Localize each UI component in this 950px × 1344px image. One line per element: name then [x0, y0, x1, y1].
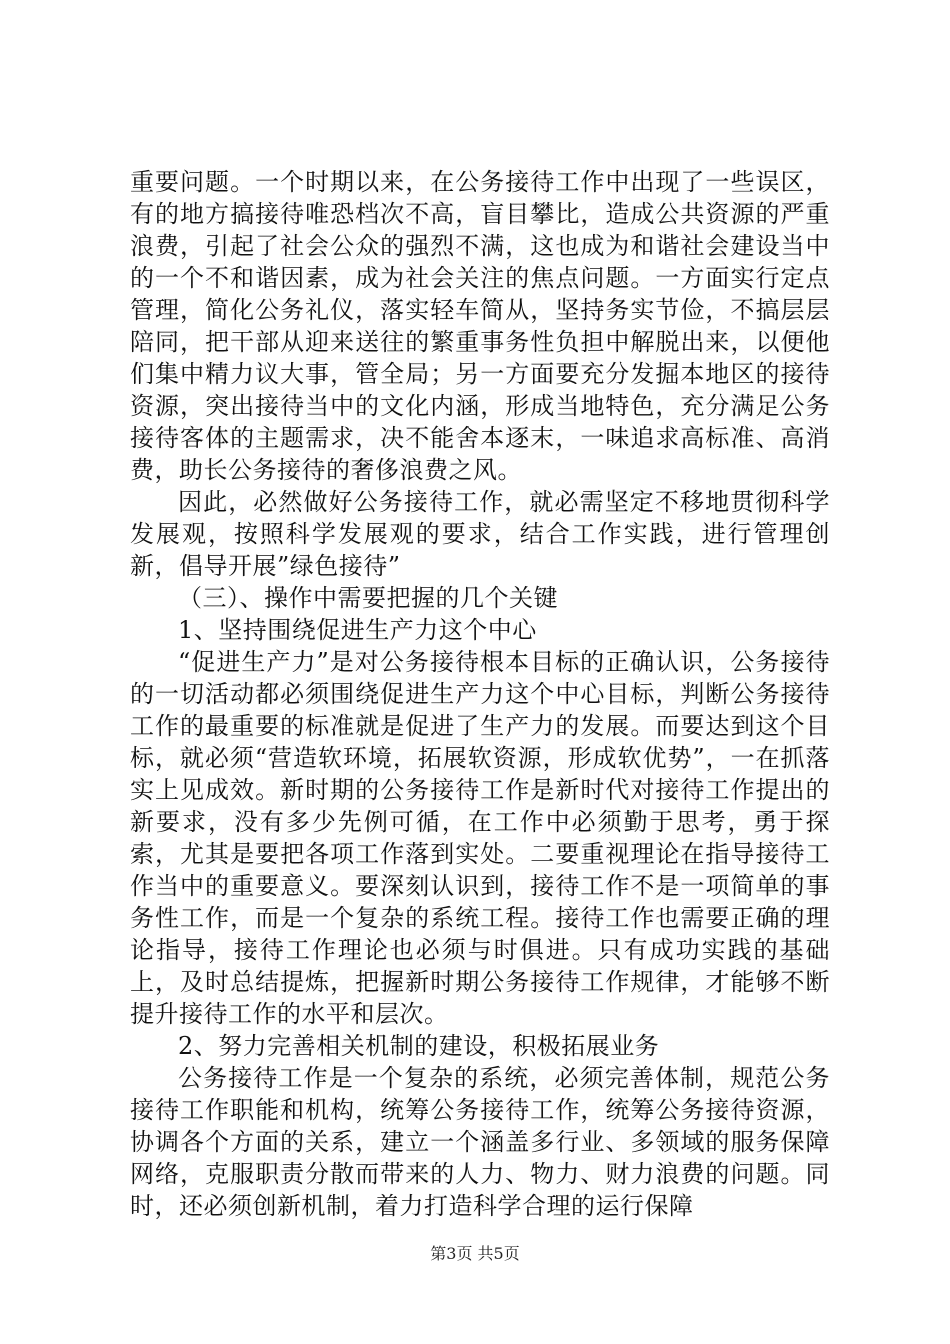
paragraph-therefore: 因此，必然做好公务接待工作，就必需坚定不移地贯彻科学发展观，按照科学发展观的要求，结合工作实践，进行管理创新，倡导开展”绿色接待” — [130, 488, 830, 580]
subheading-2: 2、努力完善相关机制的建设，积极拓展业务 — [178, 1032, 660, 1060]
paragraph-continued: 重要问题。一个时期以来，在公务接待工作中出现了一些误区，有的地方搞接待唯恐档次不高，盲目攀比，造成公共资源的严重浪费，引起了社会公众的强烈不满，这也成为和谐社会建设当中的一个不和谐因素，成为社会关注的焦点问题。一方面实行定点管理，简化公务礼仪，落实轻车简从，坚持务实节俭，不搞层层陪同，把干部从迎来送往的繁重事务性负担中解脱出来，以便他们集中精力议大事，管全局；另一方面要充分发掘本地区的接待资源，突出接待当中的文化内涵，形成当地特色，充分满足公务接待客体的主题需求，决不能舍本逐末，一味追求高标准、高消费，助长公务接待的奢侈浪费之风。 — [130, 168, 830, 484]
document-body — [130, 166, 830, 1222]
page-number-footer: 第3页 共5页 — [430, 1244, 520, 1263]
subheading-1: 1、坚持围绕促进生产力这个中心 — [178, 616, 537, 644]
section-heading: （三）、操作中需要把握的几个关键 — [178, 584, 558, 612]
paragraph-mechanism: 公务接待工作是一个复杂的系统，必须完善体制，规范公务接待工作职能和机构，统筹公务接待工作，统筹公务接待资源，协调各个方面的关系，建立一个涵盖多行业、多领域的服务保障网络，克服职责分散而带来的人力、物力、财力浪费的问题。同时，还必须创新机制，着力打造科学合理的运行保障 — [130, 1064, 830, 1220]
paragraph-productivity: “促进生产力”是对公务接待根本目标的正确认识，公务接待的一切活动都必须围绕促进生产力这个中心目标，判断公务接待工作的最重要的标准就是促进了生产力的发展。而要达到这个目标，就必须“营造软环境，拓展软资源，形成软优势”，一在抓落实上见成效。新时期的公务接待工作是新时代对接待工作提出的新要求，没有多少先例可循，在工作中必须勤于思考，勇于探索，尤其是要把各项工作落到实处。二要重视理论在指导接待工作当中的重要意义。要深刻认识到，接待工作不是一项简单的事务性工作，而是一个复杂的系统工程。接待工作也需要正确的理论指导，接待工作理论也必须与时俱进。只有成功实践的基础上，及时总结提炼，把握新时期公务接待工作规律，才能够不断提升接待工作的水平和层次。 — [130, 648, 830, 1028]
